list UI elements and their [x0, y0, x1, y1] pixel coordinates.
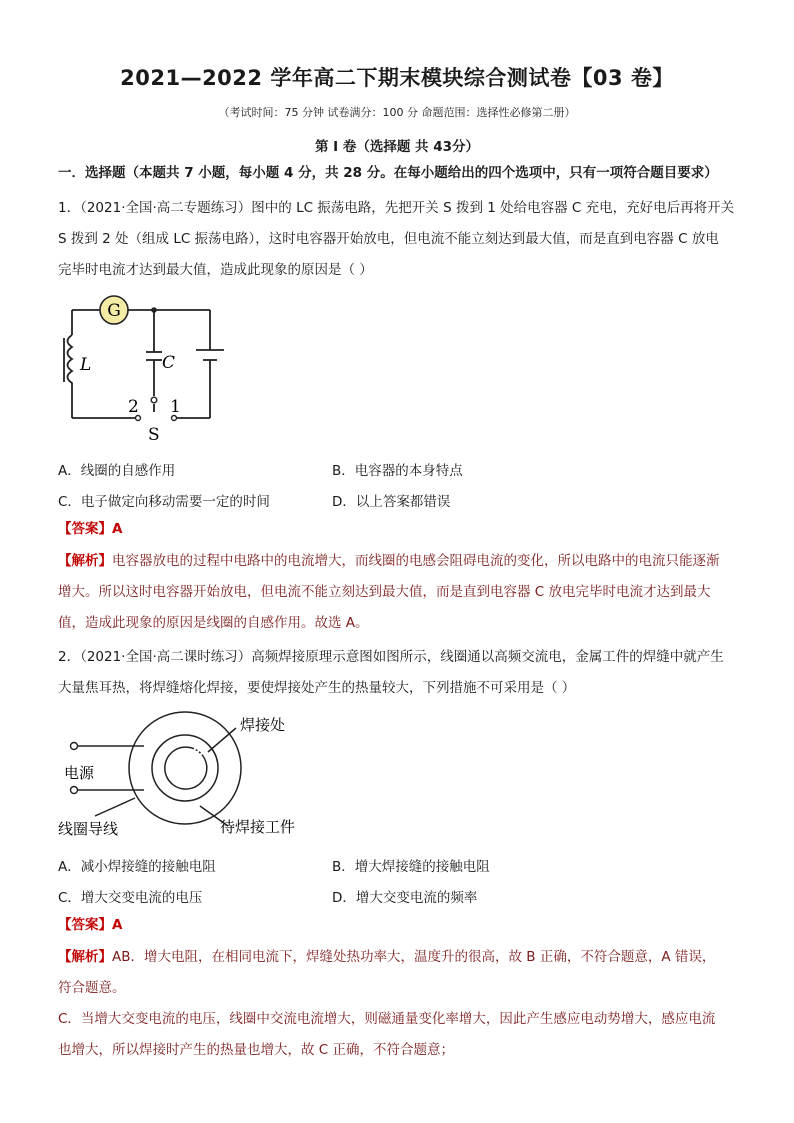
- q1-stem-line3: 完毕时电流才达到最大值，造成此现象的原因是（ ）: [58, 262, 373, 278]
- section-title: 第 I 卷（选择题 共 43分）: [314, 139, 480, 155]
- q1-option-a: A．线圈的自感作用: [58, 463, 176, 479]
- exam-info: （考试时间：75 分钟 试卷满分：100 分 命题范围：选择性必修第二册）: [218, 106, 576, 119]
- q2-stem-line2: 大量焦耳热，将焊缝熔化焊接，要使焊接处产生的热量较大，下列措施不可采用是（ ）: [58, 680, 576, 696]
- q1-stem-line2: S 拨到 2 处（组成 LC 振荡电路），这时电容器开始放电，但电流不能立刻达到最大值，而是直到电容器 C 放电: [58, 231, 719, 247]
- q1-option-c: C．电子做定向移动需要一定的时间: [58, 494, 270, 510]
- q1-option-d: D．以上答案都错误: [332, 494, 451, 510]
- switch-label: S: [148, 425, 160, 445]
- capacitor-label: C: [162, 353, 176, 373]
- coil-wire-label: 线圈导线: [58, 820, 119, 838]
- q1-option-b: B．电容器的本身特点: [332, 463, 463, 479]
- q1-explanation-text: 电容器放电的过程中电路中的电流增大，而线圈的电感会阻碍电流的变化，所以电路中的电流只能逐渐: [112, 553, 720, 569]
- weld-point-label: 焊接处: [240, 716, 286, 734]
- switch-pos2-label: 2: [128, 397, 139, 417]
- q2-option-d: D．增大交变电流的频率: [332, 890, 478, 906]
- q1-explanation-line2: 增大。所以这时电容器开始放电，但电流不能立刻达到最大值，而是直到电容器 C 放电完毕时电流才达到最大: [58, 584, 711, 600]
- q2-explanation-text: AB．增大电阻，在相同电流下，焊缝处热功率大，温度升的很高，故 B 正确，不符合题意，A 错误，: [112, 949, 716, 965]
- page-title: 2021—2022 学年高二下期末模块综合测试卷【03 卷】: [120, 66, 674, 90]
- q2-option-a: A．减小焊接缝的接触电阻: [58, 859, 216, 875]
- welding-figure: [50, 708, 320, 843]
- q1-answer: 【答案】A: [58, 521, 123, 537]
- q2-explanation-line2: 符合题意。: [58, 980, 126, 996]
- galvanometer-label: G: [107, 301, 121, 321]
- switch-pos1-label: 1: [170, 397, 181, 417]
- q2-stem-line1: 2．（2021·全国·高二课时练习）高频焊接原理示意图如图所示，线圈通以高频交流电，金属工件的焊缝中就产生: [58, 649, 724, 665]
- lc-circuit-figure: [50, 290, 240, 450]
- q1-stem-line1: 1．（2021·全国·高二专题练习）图中的 LC 振荡电路，先把开关 S 拨到 1 处给电容器 C 充电，充好电后再将开关: [58, 200, 735, 216]
- q2-explanation-label: 【解析】: [58, 949, 112, 965]
- q1-explanation-line3: 值，造成此现象的原因是线圈的自感作用。故选 A。: [58, 615, 369, 631]
- q1-explanation-line1: [58, 546, 740, 577]
- q2-explanation-line4: 也增大，所以焊接时产生的热量也增大，故 C 正确，不符合题意；: [58, 1042, 455, 1058]
- q2-option-c: C．增大交变电流的电压: [58, 890, 203, 906]
- power-source-label: 电源: [64, 764, 95, 782]
- inductor-label: L: [80, 355, 92, 375]
- q2-option-b: B．增大焊接缝的接触电阻: [332, 859, 490, 875]
- q2-explanation-line3: C．当增大交变电流的电压，线圈中交流电流增大，则磁通量变化率增大，因此产生感应电动势增大，感应电流: [58, 1011, 716, 1027]
- workpiece-label: 待焊接工件: [220, 818, 296, 836]
- q1-explanation-label: 【解析】: [58, 553, 112, 569]
- q2-answer: 【答案】A: [58, 917, 123, 933]
- part1-heading: 一．选择题（本题共 7 小题，每小题 4 分，共 28 分。在每小题给出的四个选项中，只有一项符合题目要求）: [58, 165, 718, 181]
- q2-explanation-line1: [58, 942, 740, 973]
